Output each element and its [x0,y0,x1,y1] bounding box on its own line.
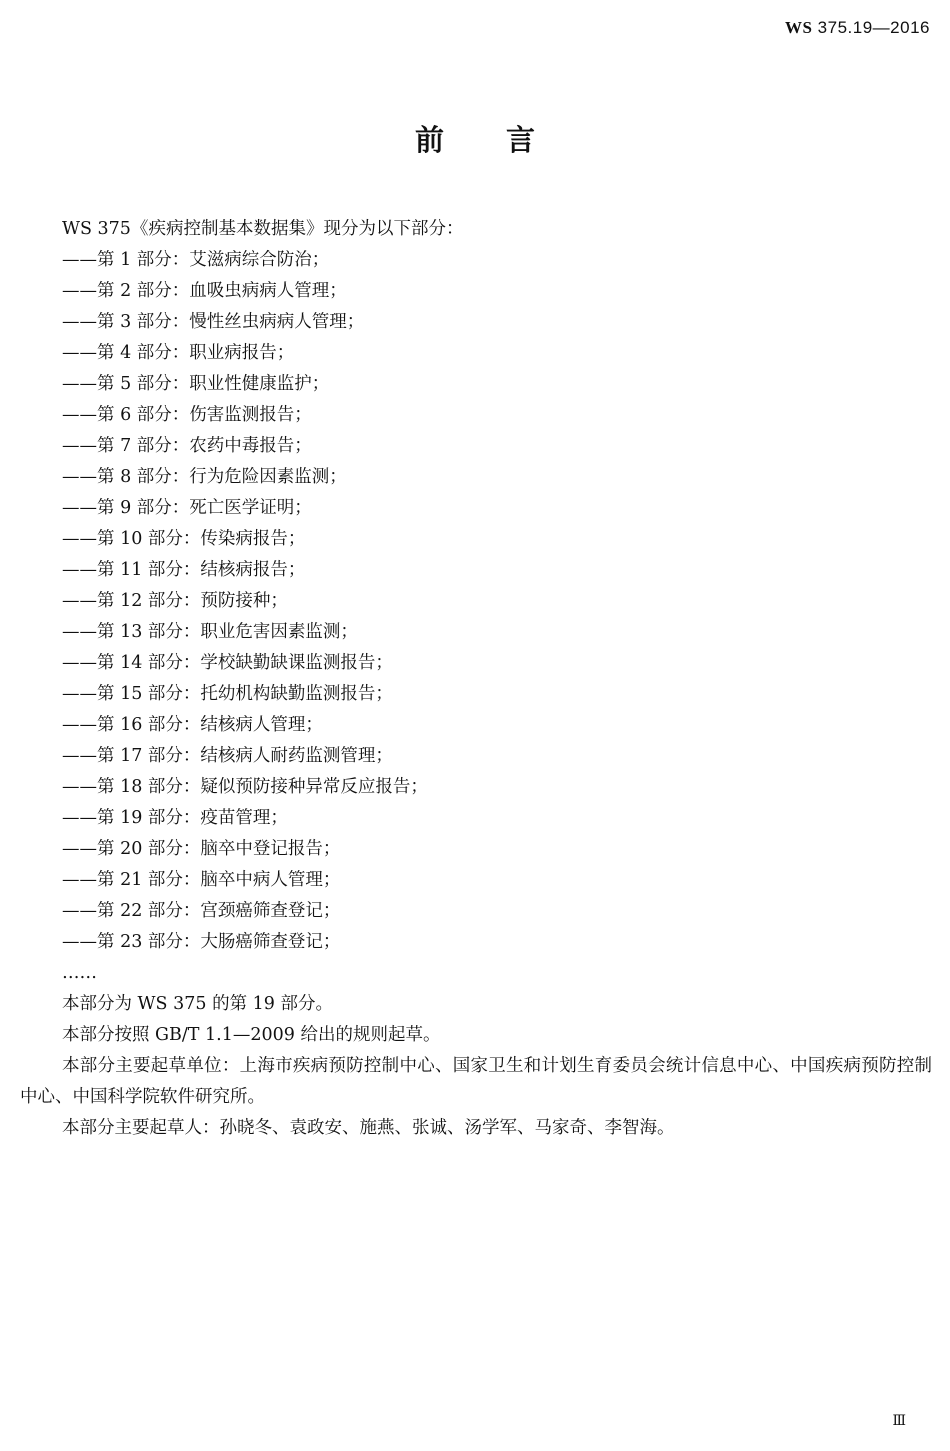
part-of-paragraph: 本部分为 WS 375 的第 19 部分。 [62,994,333,1014]
part-list-item: ——第 12 部分：预防接种； [62,591,288,611]
part-list-item: ——第 10 部分：传染病报告； [62,529,306,549]
standard-code-prefix: WS [784,18,813,37]
part-list-item: ——第 2 部分：血吸虫病病人管理； [62,281,347,301]
part-list-item: ——第 21 部分：脑卒中病人管理； [62,870,341,890]
part-list-item: ——第 9 部分：死亡医学证明； [62,498,312,518]
page-title: 前言 [414,123,597,157]
part-list-item: ——第 15 部分：托幼机构缺勤监测报告； [62,684,393,704]
part-list-item: ——第 23 部分：大肠癌筛查登记； [62,932,341,952]
part-list-item: ——第 7 部分：农药中毒报告； [62,436,312,456]
part-list-item: ——第 16 部分：结核病人管理； [62,715,323,735]
standard-code-number: 375.19—2016 [817,18,930,37]
drafters-paragraph: 本部分主要起草人：孙晓冬、袁政安、施燕、张诚、汤学军、马家奇、李智海。 [62,1118,675,1138]
parts-list [20,245,932,958]
part-list-item: ——第 4 部分：职业病报告； [62,343,295,363]
ellipsis: …… [62,963,97,983]
intro-paragraph: WS 375《疾病控制基本数据集》现分为以下部分： [62,219,464,239]
part-list-item: ——第 13 部分：职业危害因素监测； [62,622,358,642]
part-list-item: ——第 18 部分：疑似预防接种异常反应报告； [62,777,428,797]
part-list-item: ——第 22 部分：宫颈癌筛查登记； [62,901,341,921]
part-list-item: ——第 17 部分：结核病人耐药监测管理； [62,746,393,766]
part-list-item: ——第 19 部分：疫苗管理； [62,808,288,828]
drafting-rules-paragraph: 本部分按照 GB/T 1.1—2009 给出的规则起草。 [62,1025,441,1045]
drafting-units-paragraph: 本部分主要起草单位：上海市疾病预防控制中心、国家卫生和计划生育委员会统计信息中心、中国疾病预防控制中心、中国科学院软件研究所。 [20,1056,932,1107]
page-number: Ⅲ [892,1413,906,1429]
part-list-item: ——第 8 部分：行为危险因素监测； [62,467,347,487]
standard-code [785,18,930,38]
part-list-item: ——第 11 部分：结核病报告； [62,560,306,580]
part-list-item: ——第 6 部分：伤害监测报告； [62,405,312,425]
foreword-body [20,214,932,1144]
part-list-item: ——第 14 部分：学校缺勤缺课监测报告； [62,653,393,673]
part-list-item: ——第 20 部分：脑卒中登记报告； [62,839,341,859]
part-list-item: ——第 1 部分：艾滋病综合防治； [62,250,330,270]
part-list-item: ——第 3 部分：慢性丝虫病病人管理； [62,312,365,332]
part-list-item: ——第 5 部分：职业性健康监护； [62,374,330,394]
